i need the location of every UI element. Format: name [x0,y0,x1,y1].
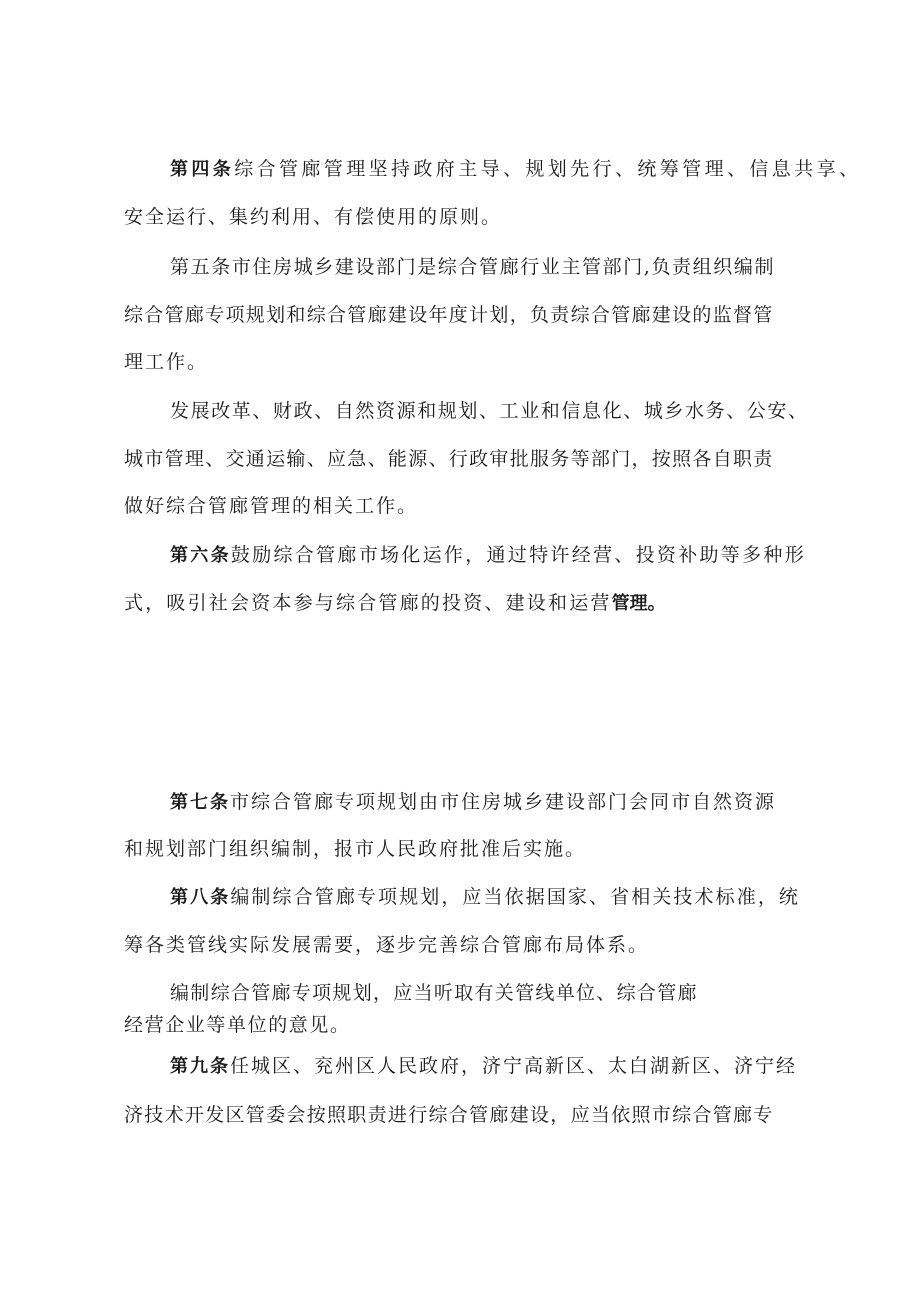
article-8-line-2 [124,932,649,958]
article-8-para-2-line-1 [170,980,698,1006]
article-6-line-2 [124,590,666,616]
article-6-label: 第六条 [170,545,231,566]
article-5-para-2-text-3: 做好综合管廊管理的相关工作。 [124,495,419,517]
article-8-para-2-text-2: 经营企业等单位的意见。 [124,1014,351,1036]
article-9-line-2 [124,1102,774,1128]
article-7-label: 第七条 [170,792,230,813]
article-6-text-1: 鼓励综合管廊市场化运作，通过特许经营、投资补助等多种形 [230,544,807,566]
article-9-text-2: 济技术开发区管委会按照职责进行综合管廊建设，应当依照市综合管廊专 [124,1104,774,1126]
article-5-text-1: 第五条市住房城乡建设部门是综合管廊行业主管部门,负责组织编制 [170,256,776,278]
article-8-label: 第八条 [170,887,231,908]
article-8-para-2-text-1: 编制综合管廊专项规划，应当听取有关管线单位、综合管廊 [170,982,698,1004]
article-5-para-2-text-2: 城市管理、交通运输、应急、能源、行政审批服务等部门，按照各自职责 [124,448,774,470]
article-4-label: 第四条 [170,159,235,180]
article-9-label: 第九条 [170,1056,230,1077]
article-6-line-1 [170,542,806,568]
article-7-text-1: 市综合管廊专项规划由市住房城乡建设部门会同市自然资源 [230,791,777,813]
article-4-line-2 [124,204,502,230]
article-5-para-2-line-1 [170,398,809,424]
article-8-para-2-line-2 [124,1012,351,1038]
article-5-para-2-text-1: 发展改革、财政、自然资源和规划、工业和信息化、城乡水务、公安、 [170,400,809,422]
article-9-line-1 [170,1053,797,1079]
article-6-text-2-tail: 管理。 [611,593,666,614]
article-7-line-1 [170,789,776,815]
article-4-text-1: 综合管廊管理坚持政府主导、规划先行、统筹管理、信息共享、 [234,158,862,180]
article-8-line-1 [170,884,800,910]
article-4-text-2: 安全运行、集约利用、有偿使用的原则。 [124,206,503,228]
article-8-text-1: 编制综合管廊专项规划，应当依据国家、省相关技术标准，统 [230,886,801,908]
article-5-line-1 [170,254,775,280]
article-7-line-2 [124,836,586,862]
article-8-text-2: 筹各类管线实际发展需要，逐步完善综合管廊布局体系。 [124,934,650,956]
article-5-line-3 [124,349,208,375]
article-5-para-2-line-3 [124,493,418,519]
article-7-text-2: 和规划部门组织编制，报市人民政府批准后实施。 [124,838,587,860]
article-9-text-1: 任城区、兖州区人民政府，济宁高新区、太白湖新区、济宁经 [230,1055,798,1077]
article-5-text-2: 综合管廊专项规划和综合管廊建设年度计划，负责综合管廊建设的监督管 [124,304,774,326]
article-5-line-2 [124,302,774,328]
article-5-para-2-line-2 [124,446,774,472]
article-6-text-2: 式，吸引社会资本参与综合管廊的投资、建设和运营 [124,592,612,614]
article-4-line-1 [170,156,861,182]
article-5-text-3: 理工作。 [124,351,209,373]
